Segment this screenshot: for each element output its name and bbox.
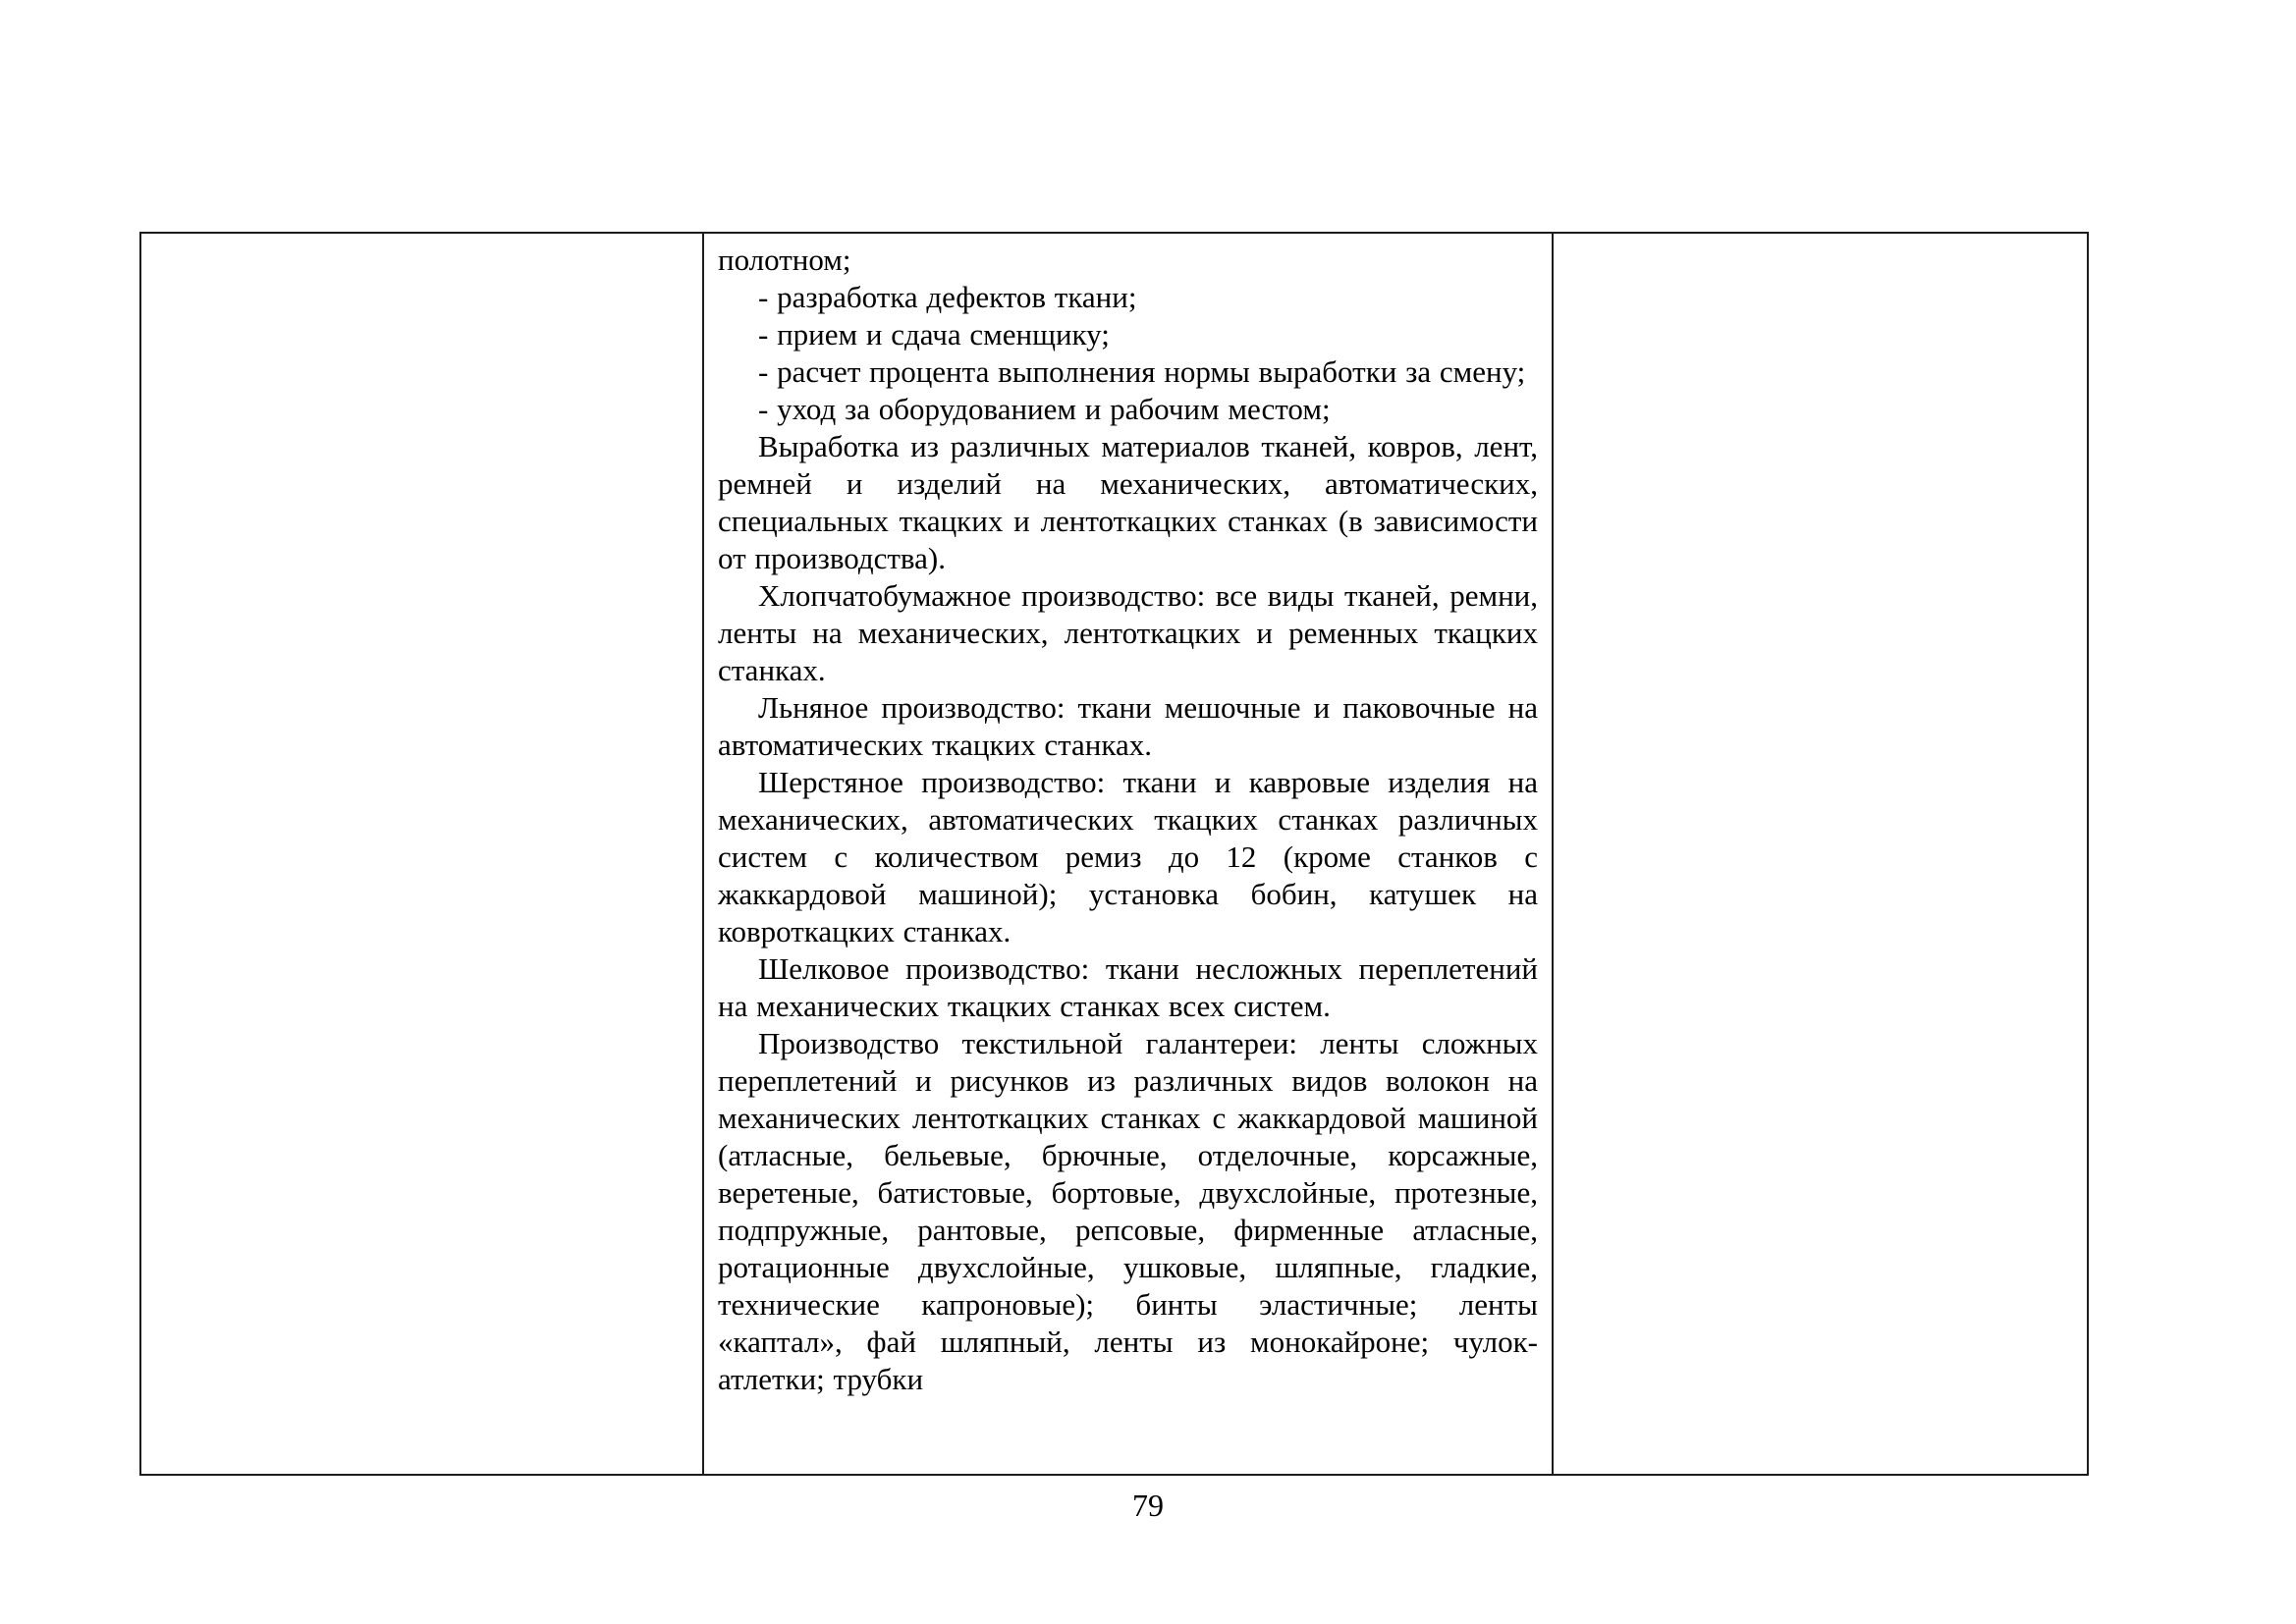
paragraph: Хлопчатобумажное производство: все виды тканей, ремни, ленты на механических, лентоткацких и ременных ткацких станках. xyxy=(718,578,1538,687)
table-cell-left xyxy=(141,234,704,1474)
paragraph: Шерстяное производство: ткани и кавровые изделия на механических, автоматических ткацких станках различных систем с количеством ремиз до 12 (кроме станков с жаккардовой машиной); установка бобин, катушек на ковроткацких станках. xyxy=(718,765,1538,948)
paragraph: полотном; xyxy=(718,243,851,277)
paragraph: - расчет процента выполнения нормы выработки за смену; xyxy=(758,354,1526,389)
paragraph: Льняное производство: ткани мешочные и паковочные на автоматических ткацких станках. xyxy=(718,690,1538,762)
paragraph: - разработка дефектов ткани; xyxy=(758,280,1137,314)
paragraph: Шелковое производство: ткани несложных переплетений на механических ткацких станках всех систем. xyxy=(718,951,1538,1023)
page-number: 79 xyxy=(1132,1488,1164,1523)
table xyxy=(139,232,2089,1476)
paragraph: Выработка из различных материалов тканей, ковров, лент, ремней и изделий на механических, автоматических, специальных ткацких и лентоткацких станках (в зависимости от производства). xyxy=(718,429,1538,575)
cell-paragraphs xyxy=(718,242,1538,1398)
paragraph: - уход за оборудованием и рабочим местом; xyxy=(758,392,1331,426)
paragraph: Производство текстильной галантереи: ленты сложных переплетений и рисунков из различных видов волокон на механических лентоткацких станках с жаккардовой машиной (атласные, бельевые, брючные, отделочные, корсажные, веретеные, батистовые, бортовые, двухслойные, протезные, подпружные, рантовые, репсовые, фирменные атласные, ротационные двухслойные, ушковые, шляпные, гладкие, технические капроновые); бинты эластичные; ленты «каптал», фай шляпный, ленты из монокайроне; чулок-атлетки; трубки xyxy=(718,1026,1538,1396)
paragraph: - прием и сдача сменщику; xyxy=(758,317,1110,352)
table-cell-right xyxy=(1554,234,2087,1474)
table-cell-middle xyxy=(704,234,1554,1474)
